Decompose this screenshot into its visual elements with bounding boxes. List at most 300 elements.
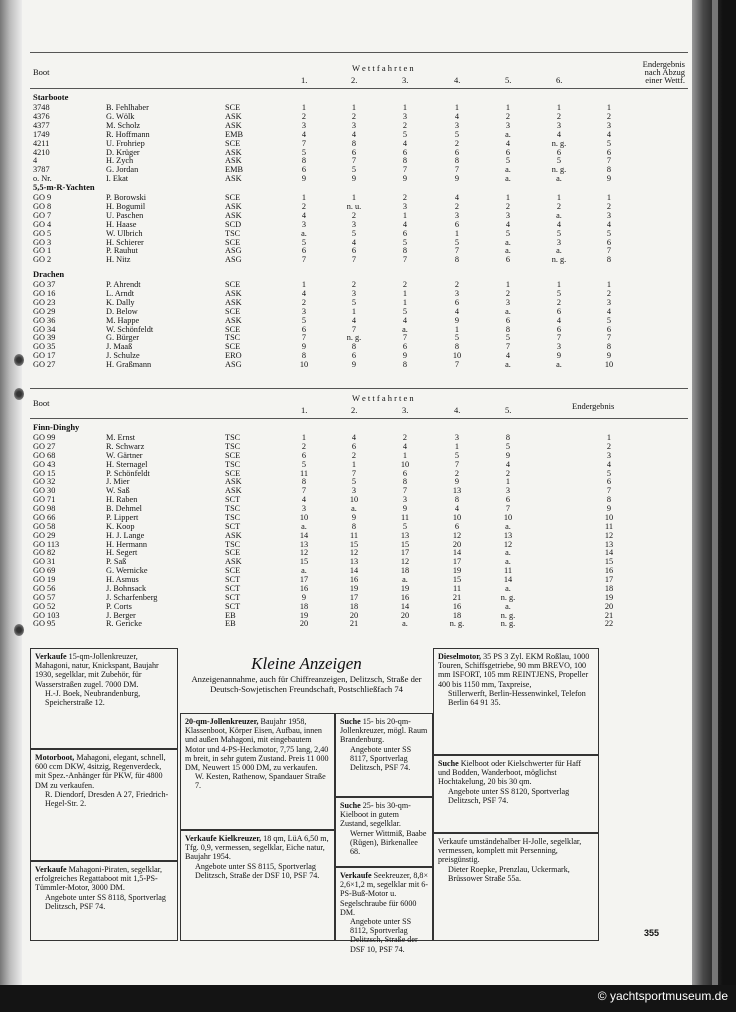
table-row [33, 202, 683, 211]
final-result: 11 [605, 521, 613, 531]
ad-text: Kielboot oder Kielschwerter für Haff und Bodden, Wanderboot, möglichst Hochtakelung, 20 bis 30 qm. [438, 759, 582, 787]
race-4-place: 20 [452, 539, 462, 549]
sailor-name: P. Ahrendt [106, 280, 141, 289]
race-5-place: 11 [504, 566, 512, 576]
race-1-place: 10 [299, 512, 309, 522]
race-2-place: 9 [351, 174, 357, 184]
final-result: 1 [606, 193, 612, 202]
race-2-place: 9 [351, 512, 357, 522]
table-row [33, 557, 683, 566]
race-4-place: 10 [452, 512, 462, 522]
table-row [33, 174, 683, 183]
page-edge-strip [712, 0, 718, 985]
section-title: Starboote [33, 92, 69, 102]
ad-text: 25- bis 30-qm-Kielboot in gutem Zustand, segelklar. [340, 801, 411, 829]
table-row [33, 121, 683, 130]
ad-signature: Angebote unter SS 8118, Sportverlag Delitzsch, PSF 74. [45, 892, 166, 911]
ad-text: 18 qm, LüA 6,50 m, Tfg. 0,9, vermessen, segelklar, Eiche natur, Baujahr 1954. [185, 834, 329, 862]
race-3-place: 8 [402, 477, 408, 487]
table-row [33, 531, 683, 540]
ad-text: Baujahr 1958, Klassenboot, Körper Eisen, Aufbau, innen und außen Mahagoni, mit eingebautem Motor und 4-PS-Heckmotor, 7,75 lang, 2,40 m breit, in sehr gutem Zustand. Preis 11 000 DM, Neuwert 15 000 DM, zu verkaufen. [185, 717, 329, 773]
club: SCT [225, 601, 241, 611]
final-result: 2 [606, 201, 612, 211]
race-2-place: 3 [351, 120, 357, 130]
sailor-name: H. Sternagel [106, 459, 148, 469]
club: ASK [225, 147, 242, 157]
race-4-place: 11 [453, 583, 461, 593]
sailor-name: M. Happe [106, 315, 140, 325]
final-result: 16 [604, 566, 614, 576]
boat-number: 1749 [33, 129, 50, 139]
section-title: Drachen [33, 269, 65, 279]
club: TSC [225, 441, 241, 451]
race-5-place: 8 [505, 324, 511, 334]
wettfahrten-header: W e t t f a h r t e n [352, 63, 414, 73]
race-5-place: 5 [505, 333, 511, 343]
table-row [33, 619, 683, 628]
table-rule [30, 52, 688, 53]
ad-heading: Motorboot, [35, 753, 75, 762]
race-2-place: 21 [349, 619, 359, 629]
race-6-place: 1 [556, 280, 562, 289]
classifieds-subtitle: Anzeigenannahme, auch für Chiffreanzeigen, Delitzsch, Straße der Deutsch-Sowjetischen Freundschaft, Postschließfach 74 [191, 674, 422, 694]
race-3-place: 1 [402, 103, 408, 112]
race-3-place: 7 [402, 165, 408, 175]
race-3-place: 10 [400, 459, 410, 469]
race-1-place: 10 [299, 360, 309, 370]
race-5-place: 5 [505, 441, 511, 451]
race-5-place: 6 [505, 147, 511, 157]
race-2-place: 1 [351, 193, 357, 202]
race-2-place: 4 [351, 315, 357, 325]
table-row [33, 602, 683, 611]
race-3-place: 5 [402, 129, 408, 139]
race-5-place: a. [505, 129, 511, 139]
race-4-place: 8 [454, 342, 460, 352]
race-number: 3. [402, 75, 409, 85]
race-3-place: 13 [400, 530, 410, 540]
boat-number: GO 36 [33, 315, 56, 325]
race-3-place: 6 [402, 147, 408, 157]
table-row [33, 360, 683, 369]
race-3-place: 1 [402, 450, 408, 460]
club: EMB [225, 129, 243, 139]
race-3-place: 9 [402, 504, 408, 514]
boat-number: 3787 [33, 165, 50, 175]
race-1-place: 4 [301, 129, 307, 139]
ad-box [433, 833, 599, 941]
club: SCE [225, 306, 241, 316]
club: EB [225, 619, 236, 629]
endergebnis-header [569, 60, 685, 84]
ad-heading: 20-qm-Jollenkreuzer, [185, 717, 259, 726]
race-3-place: 9 [402, 351, 408, 361]
table-row [33, 289, 683, 298]
club: TSC [225, 504, 241, 514]
ad-signature: Angebote unter SS 8112, Sportverlag Delitzsch, Straße der DSF 10, PSF 74. [350, 917, 418, 954]
race-4-place: 18 [452, 610, 462, 620]
ad-text: 15-qm-Jollenkreuzer, Mahagoni, natur, Knickspant, Baujahr 1930, segelklar, mit Zubehör, für Wasserstraßen zugel. 7000 DM. [35, 652, 159, 689]
race-2-place: 2 [351, 210, 357, 220]
club: ASK [225, 201, 242, 211]
sailor-name: J. Scharfenberg [106, 592, 158, 602]
race-1-place: 3 [301, 306, 307, 316]
ad-text: Mahagoni-Piraten, segelklar, erfolgreiches Regattaboot mit 1,5-PS-Tümmler-Motor, 3000 DM. [35, 865, 163, 893]
race-4-place: 1 [454, 324, 460, 334]
sailor-name: J. Berger [106, 610, 136, 620]
table-row [33, 477, 683, 486]
boat-number: GO 52 [33, 601, 56, 611]
sailor-name: H. Raben [106, 495, 138, 505]
table-row [33, 148, 683, 157]
race-5-place: a. [505, 246, 511, 256]
sailor-name: P. Schönfeldt [106, 468, 150, 478]
club: SCD [225, 219, 242, 229]
endergebnis-line: einer Wettf. [645, 75, 685, 85]
club: SCE [225, 450, 241, 460]
club: ASK [225, 486, 242, 496]
race-1-place: 9 [301, 592, 307, 602]
race-4-place: 7 [454, 165, 460, 175]
race-5-place: a. [505, 583, 511, 593]
club: ASK [225, 297, 242, 307]
race-5-place: 9 [505, 450, 511, 460]
boat-number: GO 7 [33, 210, 52, 220]
race-1-place: 7 [301, 138, 307, 148]
race-5-place: a. [505, 601, 511, 611]
ad-heading: Suche [438, 759, 459, 768]
race-3-place: 19 [400, 583, 410, 593]
race-4-place: 10 [452, 351, 462, 361]
boat-number: 4211 [33, 138, 50, 148]
race-2-place: 3 [351, 486, 357, 496]
race-4-place: 6 [454, 297, 460, 307]
ad-box [335, 713, 433, 797]
credit-text: © yachtsportmuseum.de [597, 989, 728, 1003]
club: ASK [225, 557, 242, 567]
race-5-place: 3 [505, 297, 511, 307]
race-3-place: 3 [402, 495, 408, 505]
boot-header: Boot [33, 67, 50, 77]
race-2-place: 2 [351, 450, 357, 460]
sailor-name: H. Nitz [106, 255, 131, 265]
table-row [33, 575, 683, 584]
boat-number: 4 [33, 156, 38, 166]
club: ASK [225, 174, 242, 184]
sailor-name: D. Below [106, 306, 138, 316]
sailor-name: H. Hermann [106, 539, 148, 549]
race-5-place: a. [505, 174, 511, 184]
final-result: 7 [606, 156, 612, 166]
race-2-place: 10 [349, 495, 359, 505]
ad-signature: Dieter Roepke, Prenzlau, Uckermark, Brüssower Straße 55a. [448, 864, 570, 883]
race-1-place: 7 [301, 255, 307, 265]
club: SCT [225, 583, 241, 593]
table-row [33, 566, 683, 575]
race-2-place: 4 [351, 433, 357, 442]
race-5-place: 10 [503, 512, 513, 522]
race-3-place: 4 [402, 315, 408, 325]
race-5-place: 2 [505, 288, 511, 298]
ad-signature: R. Diendorf, Dresden A 27, Friedrich-Hegel-Str. 2. [45, 789, 169, 809]
race-6-place: a. [556, 246, 562, 256]
boat-number: GO 23 [33, 297, 56, 307]
race-2-place: 1 [351, 103, 357, 112]
race-1-place: 1 [301, 103, 307, 112]
race-5-place: 7 [505, 342, 511, 352]
race-5-place: a. [505, 165, 511, 175]
race-2-place: 7 [351, 324, 357, 334]
boat-number: GO 29 [33, 530, 56, 540]
club: TSC [225, 433, 241, 442]
race-1-place: 8 [301, 351, 307, 361]
final-result: 8 [606, 255, 612, 265]
ad-heading: Dieselmotor, [438, 652, 482, 661]
club: SCE [225, 548, 241, 558]
race-3-place: a. [402, 575, 408, 585]
race-3-place: 1 [402, 288, 408, 298]
race-1-place: 7 [301, 333, 307, 343]
race-2-place: 5 [351, 297, 357, 307]
race-4-place: 19 [452, 566, 462, 576]
section-title-finn-dinghy: Finn-Dinghy [33, 422, 80, 432]
section-title: 5,5-m-R-Yachten [33, 182, 95, 192]
ad-heading: Verkaufe [438, 837, 468, 846]
final-result: 12 [604, 530, 614, 540]
race-6-place: n. g. [551, 138, 567, 148]
table-row [33, 211, 683, 220]
final-result: 19 [604, 592, 614, 602]
sailor-name: W. Schönfeldt [106, 324, 154, 334]
boat-number: GO 1 [33, 246, 52, 256]
final-result: 5 [606, 228, 612, 238]
boat-number: GO 8 [33, 201, 52, 211]
race-4-place: 6 [454, 521, 460, 531]
table-row [33, 307, 683, 316]
race-2-place: 8 [351, 521, 357, 531]
table-row [33, 193, 683, 202]
final-result: 6 [606, 324, 612, 334]
race-5-place: 6 [505, 315, 511, 325]
ad-box [335, 867, 433, 954]
final-result: 22 [604, 619, 614, 629]
race-4-place: 7 [454, 360, 460, 370]
boat-number: GO 31 [33, 557, 56, 567]
race-4-place: 8 [454, 156, 460, 166]
race-3-place: 8 [402, 246, 408, 256]
ad-heading: Verkaufe [35, 865, 67, 874]
boat-number: 3748 [33, 103, 50, 112]
race-4-place: 2 [454, 201, 460, 211]
race-1-place: 2 [301, 111, 307, 121]
final-result: 9 [606, 504, 612, 514]
club: ASK [225, 120, 242, 130]
final-result: 7 [606, 486, 612, 496]
race-3-place: 7 [402, 333, 408, 343]
race-6-place: 1 [556, 193, 562, 202]
final-result: 15 [604, 557, 614, 567]
boat-number: GO 34 [33, 324, 56, 334]
ad-box [30, 861, 178, 941]
race-2-place: 15 [349, 539, 359, 549]
club: TSC [225, 539, 241, 549]
table-row [33, 280, 683, 289]
race-5-place: 4 [505, 351, 511, 361]
race-3-place: 5 [402, 521, 408, 531]
race-5-place: 2 [505, 201, 511, 211]
boat-number: 4210 [33, 147, 50, 157]
final-result: 8 [606, 495, 612, 505]
club: SCE [225, 138, 241, 148]
race-3-place: 7 [402, 486, 408, 496]
race-5-place: 7 [505, 504, 511, 514]
race-4-place: 3 [454, 288, 460, 298]
club: SCE [225, 103, 241, 112]
club: SCT [225, 575, 241, 585]
race-3-place: 1 [402, 210, 408, 220]
race-2-place: 20 [349, 610, 359, 620]
boat-number: GO 15 [33, 468, 56, 478]
race-2-place: 9 [351, 360, 357, 370]
race-1-place: 8 [301, 477, 307, 487]
race-4-place: 13 [452, 486, 462, 496]
final-result: 10 [604, 512, 614, 522]
race-3-place: 4 [402, 138, 408, 148]
sailor-name: I. Ekat [106, 174, 129, 184]
race-1-place: 3 [301, 120, 307, 130]
sailor-name: B. Fehlhaber [106, 103, 149, 112]
race-3-place: 5 [402, 306, 408, 316]
race-number: 2. [351, 405, 358, 415]
club: SCE [225, 566, 241, 576]
race-3-place: 11 [401, 512, 409, 522]
book-binding-shadow [0, 0, 22, 985]
race-4-place: 8 [454, 255, 460, 265]
final-result: 6 [606, 477, 612, 487]
race-3-place: 9 [402, 174, 408, 184]
race-number: 1. [301, 75, 308, 85]
boat-number: GO 57 [33, 592, 56, 602]
sailor-name: J. Schulze [106, 351, 140, 361]
race-3-place: 14 [400, 601, 410, 611]
ad-box [30, 648, 178, 749]
table-row [33, 130, 683, 139]
race-6-place: 4 [556, 129, 562, 139]
race-2-place: 3 [351, 219, 357, 229]
final-result: 17 [604, 575, 614, 585]
punch-hole [14, 354, 24, 366]
race-3-place: 6 [402, 468, 408, 478]
race-6-place: n. g. [551, 165, 567, 175]
boat-number: GO 71 [33, 495, 56, 505]
race-3-place: 8 [402, 360, 408, 370]
club: ASG [225, 255, 242, 265]
sailor-name: W. Saß [106, 486, 130, 496]
sailor-name: M. Scholz [106, 120, 141, 130]
race-5-place: 3 [505, 486, 511, 496]
race-2-place: 6 [351, 351, 357, 361]
final-result: 8 [606, 342, 612, 352]
ad-heading: Verkaufe Kielkreuzer, [185, 834, 262, 843]
boat-number: o. Nr. [33, 174, 52, 184]
race-1-place: a. [301, 566, 307, 576]
race-4-place: 7 [454, 459, 460, 469]
race-2-place: 8 [351, 138, 357, 148]
race-2-place: 2 [351, 280, 357, 289]
race-2-place: 18 [349, 601, 359, 611]
race-1-place: 1 [301, 193, 307, 202]
sailor-name: G. Jordan [106, 165, 139, 175]
final-result: 1 [606, 280, 612, 289]
race-6-place: 1 [556, 103, 562, 112]
sailor-name: J. Bohnsack [106, 583, 147, 593]
race-5-place: 6 [505, 255, 511, 265]
classifieds-title: Kleine Anzeigen [251, 654, 362, 673]
race-3-place: 6 [402, 342, 408, 352]
race-2-place: 3 [351, 288, 357, 298]
boat-number: GO 2 [33, 255, 52, 265]
final-result: 3 [606, 297, 612, 307]
final-result: 9 [606, 174, 612, 184]
table-row [33, 460, 683, 469]
race-3-place: 2 [402, 280, 408, 289]
race-4-place: n. g. [449, 619, 465, 629]
sailor-name: B. Dehmel [106, 504, 142, 514]
boat-number: GO 113 [33, 539, 60, 549]
race-4-place: 6 [454, 219, 460, 229]
race-2-place: 14 [349, 566, 359, 576]
race-3-place: 12 [400, 557, 410, 567]
final-result: 10 [604, 360, 614, 370]
race-1-place: 8 [301, 156, 307, 166]
race-2-place: 12 [349, 548, 359, 558]
table-row [33, 469, 683, 478]
ad-box [433, 648, 599, 755]
ad-signature: H.-J. Boek, Neubrandenburg, Speicherstraße 12. [45, 688, 141, 708]
race-4-place: 2 [454, 468, 460, 478]
sailor-name: K. Dally [106, 297, 135, 307]
race-6-place: 9 [556, 351, 562, 361]
club: SCE [225, 193, 241, 202]
boat-number: GO 35 [33, 342, 56, 352]
wettfahrten-header: W e t t f a h r t e n [352, 393, 414, 403]
boat-number: GO 30 [33, 486, 56, 496]
race-2-place: 11 [350, 530, 358, 540]
race-6-place: 2 [556, 297, 562, 307]
table-row [33, 540, 683, 549]
race-6-place: a. [556, 174, 562, 184]
race-number: 6. [556, 75, 563, 85]
club: ASG [225, 360, 242, 370]
sailor-name: P. Lippert [106, 512, 139, 522]
table-row [33, 495, 683, 504]
race-1-place: 2 [301, 297, 307, 307]
final-result: 5 [606, 138, 612, 148]
race-4-place: 15 [452, 575, 462, 585]
boat-number: GO 29 [33, 306, 56, 316]
race-1-place: 4 [301, 495, 307, 505]
race-1-place: 20 [299, 619, 309, 629]
race-3-place: 7 [402, 255, 408, 265]
punch-hole [14, 388, 24, 400]
boat-number: GO 69 [33, 566, 56, 576]
race-3-place: a. [402, 619, 408, 629]
race-1-place: 4 [301, 288, 307, 298]
race-1-place: 9 [301, 174, 307, 184]
boat-number: GO 56 [33, 583, 56, 593]
sailor-name: P. Rauhut [106, 246, 138, 256]
ad-box [433, 755, 599, 833]
